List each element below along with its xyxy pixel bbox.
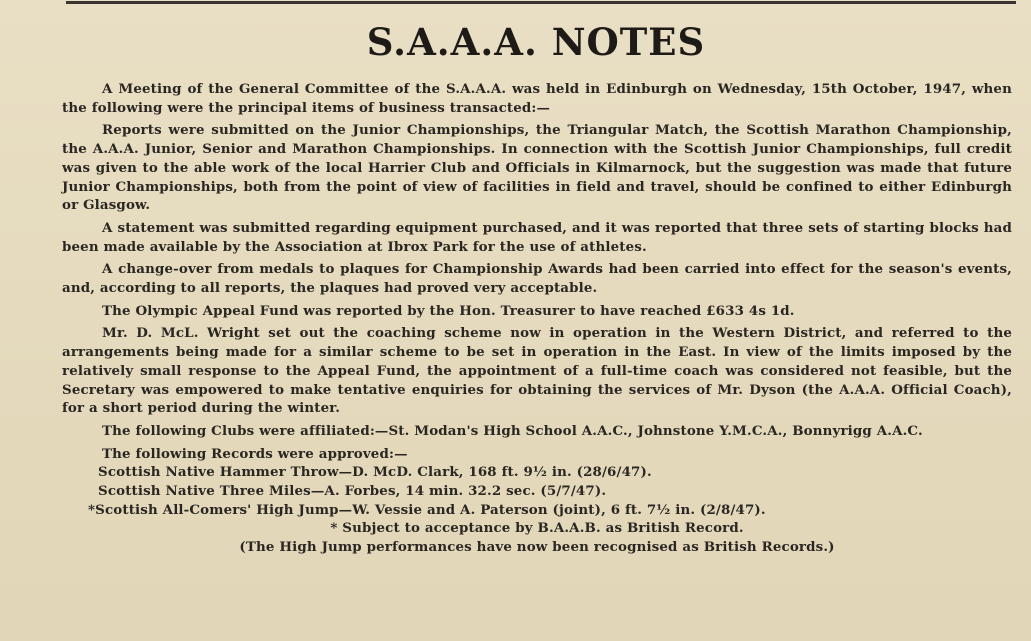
article-body <box>62 80 1012 557</box>
paragraph-equipment: A statement was submitted regarding equipment purchased, and it was reported that three sets of starting blocks had been made available by the Association at Ibrox Park for the use of athletes. <box>62 219 1012 255</box>
paragraph-plaques: A change-over from medals to plaques for Championship Awards had been carried into effect for the season's events, and, according to all reports, the plaques had proved very acceptable. <box>62 261 1012 297</box>
record-footnote: * Subject to acceptance by B.A.A.B. as British Record. <box>330 520 744 537</box>
record-high-jump: *Scottish All-Comers' High Jump—W. Vessie and A. Paterson (joint), 6 ft. 7½ in. (2/8/47). <box>88 501 766 518</box>
record-hammer-throw: Scottish Native Hammer Throw—D. McD. Clark, 168 ft. 9½ in. (28/6/47). <box>98 464 652 481</box>
record-three-miles: Scottish Native Three Miles—A. Forbes, 14 min. 32.2 sec. (5/7/47). <box>98 483 607 500</box>
paragraph-coaching: Mr. D. McL. Wright set out the coaching scheme now in operation in the Western District, and referred to the arrangements being made for a similar scheme to be set in operation in the East. In view of the limits imposed by the relatively small response to the Appeal Fund, the appointment of a full-time coach was considered not feasible, but the Secretary was empowered to make tentative enquiries for obtaining the services of Mr. Dyson (the A.A.A. Official Coach), for a short period during the winter. <box>62 325 1012 417</box>
closing-note: (The High Jump performances have now been recognised as British Records.) <box>239 539 835 556</box>
page-title: S.A.A.A. NOTES <box>366 20 706 64</box>
top-rule <box>66 1 1016 4</box>
paragraph-clubs: The following Clubs were affiliated:—St. Modan's High School A.A.C., Johnstone Y.M.C.A., Bonnyrigg A.A.C. <box>102 422 923 439</box>
paragraph-reports: Reports were submitted on the Junior Championships, the Triangular Match, the Scottish Marathon Championship, the A.A.A. Junior, Senior and Marathon Championships. In connection with the Scottish Junior Championships, full credit was given to the able work of the local Harrier Club and Officials in Kilmarnock, but the suggestion was made that future Junior Championships, both from the point of view of facilities in field and travel, should be confined to either Edinburgh or Glasgow. <box>62 122 1012 214</box>
paragraph-appeal-fund: The Olympic Appeal Fund was reported by the Hon. Treasurer to have reached £633 4s 1d. <box>102 302 795 319</box>
paragraph-meeting: A Meeting of the General Committee of the S.A.A.A. was held in Edinburgh on Wednesday, 15th October, 1947, when the following were the principal items of business transacted:— <box>62 81 1012 116</box>
paragraph-records-intro: The following Records were approved:— <box>102 445 408 462</box>
